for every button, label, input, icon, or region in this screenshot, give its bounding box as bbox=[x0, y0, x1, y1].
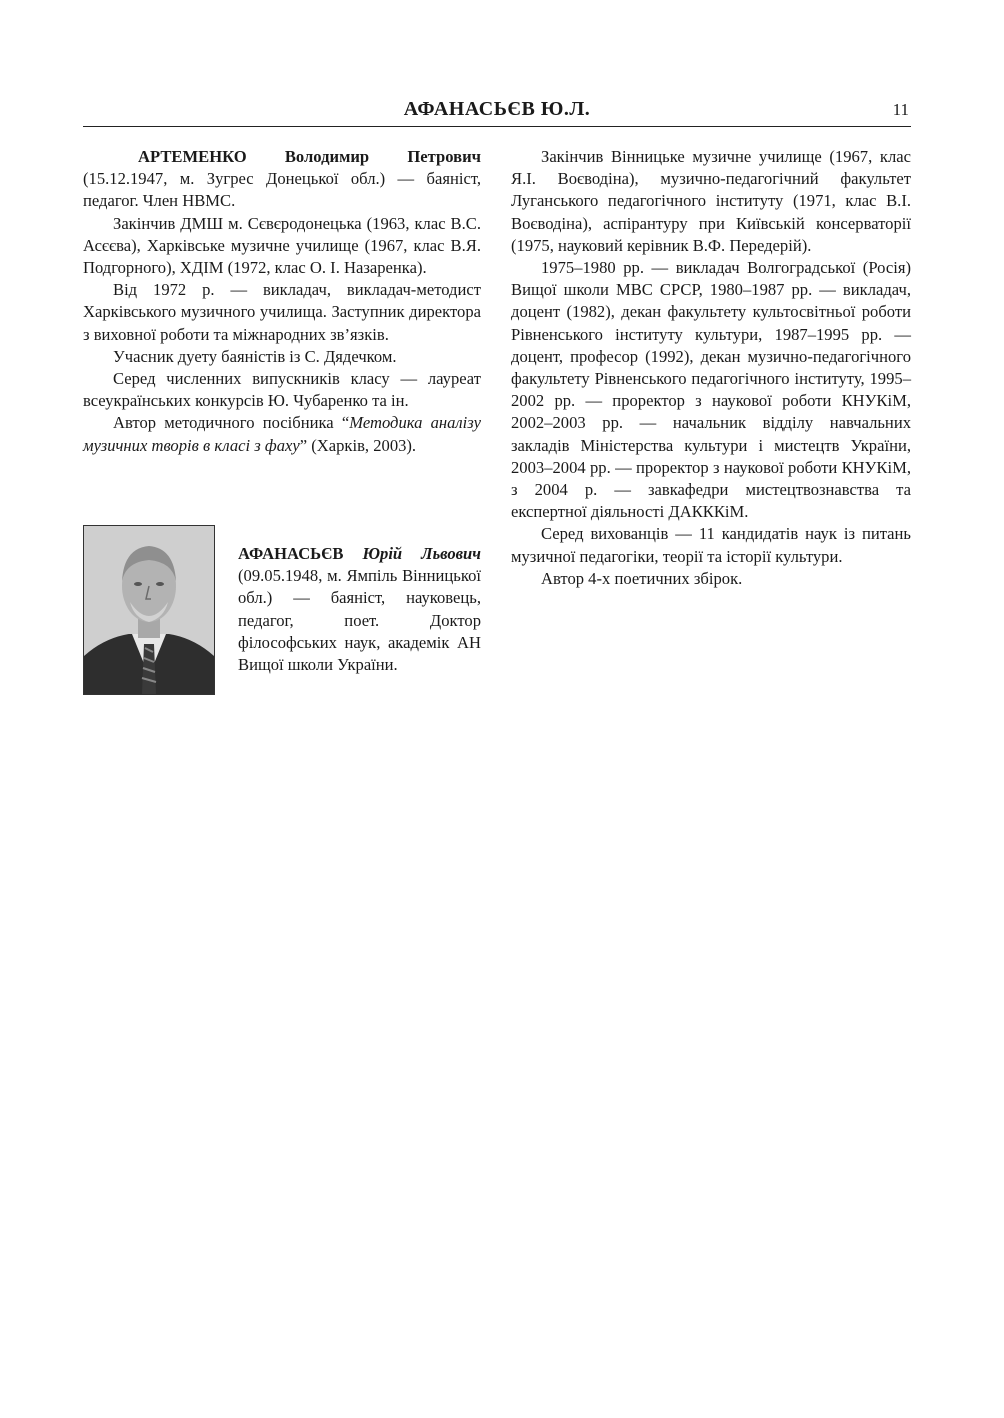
author-suffix: ” (Харків, 2003). bbox=[299, 435, 417, 455]
entry-given-names: Володимир Петрович bbox=[284, 147, 481, 166]
paragraph-students: Серед вихованців — 11 кандидатів наук із питань музичної педагогіки, теорії та історії культури. bbox=[511, 524, 911, 566]
author-prefix: Автор методичного посібника “ bbox=[113, 413, 350, 433]
running-header bbox=[83, 98, 911, 127]
portrait-photo bbox=[83, 525, 215, 695]
entry-artemenko-intro bbox=[83, 146, 481, 213]
running-title: АФАНАСЬЄВ Ю.Л. bbox=[403, 98, 591, 120]
entry-surname: АРТЕМЕНКО bbox=[138, 147, 247, 166]
entry-given-names: Юрій Львович bbox=[362, 544, 481, 563]
paragraph-author bbox=[83, 412, 481, 456]
paragraph-education: Закінчив ДМШ м. Сєвєродонецька (1963, клас В.С. Асєєва), Харківське музичне училище (1967, клас В.Я. Подгорного), ХДІМ (1972, клас О. І. Назаренка). bbox=[83, 213, 481, 278]
book-title: Методика аналізу музичних творів в класі з фаху bbox=[83, 413, 481, 455]
entry-surname: АФАНАСЬЄВ bbox=[238, 544, 344, 563]
entry-afanasiev bbox=[83, 525, 481, 695]
paragraph-education: Закінчив Вінницьке музичне училище (1967, клас Я.І. Воєводіна), музично-педагогічний факультет Луганського педагогічного інституту (1971, клас В.І. Воєводіна), аспірантуру при Київській консерваторії (1975, науковий керівник В.Ф. Передерій). bbox=[511, 147, 911, 255]
page-number: 11 bbox=[892, 100, 909, 119]
entry-intro-text: (09.05.1948, м. Ямпіль Вінницької обл.) — баяніст, науковець, педагог, поет. Доктор філософських наук, академік АН Вищої школи України. bbox=[238, 566, 481, 675]
paragraph-poetry: Автор 4-х поетичних збірок. bbox=[541, 568, 743, 588]
paragraph-career: Від 1972 р. — викладач, викладач-методист Харківського музичного училища. Заступник директора з виховної роботи та міжнародних зв’язків. bbox=[83, 280, 481, 344]
right-column bbox=[511, 146, 911, 590]
paragraph-duet: Учасник дуету баяністів із С. Дядечком. bbox=[113, 346, 397, 366]
entry-dates: (15.12.1947, м. Зугрес Донецької обл.) — баяніст, педагог. Член НВМС. bbox=[83, 169, 481, 211]
portrait-illustration bbox=[84, 526, 214, 694]
paragraph-students: Серед численних випускників класу — лауреат всеукраїнських конкурсів Ю. Чубаренко та ін. bbox=[83, 369, 481, 411]
paragraph-career: 1975–1980 рр. — викладач Волгоградської (Росія) Вищої школи МВС СРСР, 1980–1987 рр. — викладач, доцент (1982), декан факультету культосвітньої роботи Рівненського інституту культури, 1987–1995 рр. — доцент, професор (1992), декан музично-педагогічного факультету Рівненського педагогічного інституту, 1995–2002 рр. — проректор з наукової роботи КНУКіМ, 2002–2003 рр. — начальник відділу навчальних закладів Міністерства культури і мистецтв України, 2003–2004 рр. — проректор з наукової роботи КНУКіМ, з 2004 р. — завкафедри мистецтвознавства та експертної діяльності ДАКККіМ. bbox=[511, 258, 911, 522]
left-column bbox=[83, 146, 481, 457]
entry-afanasiev-intro bbox=[238, 543, 481, 676]
